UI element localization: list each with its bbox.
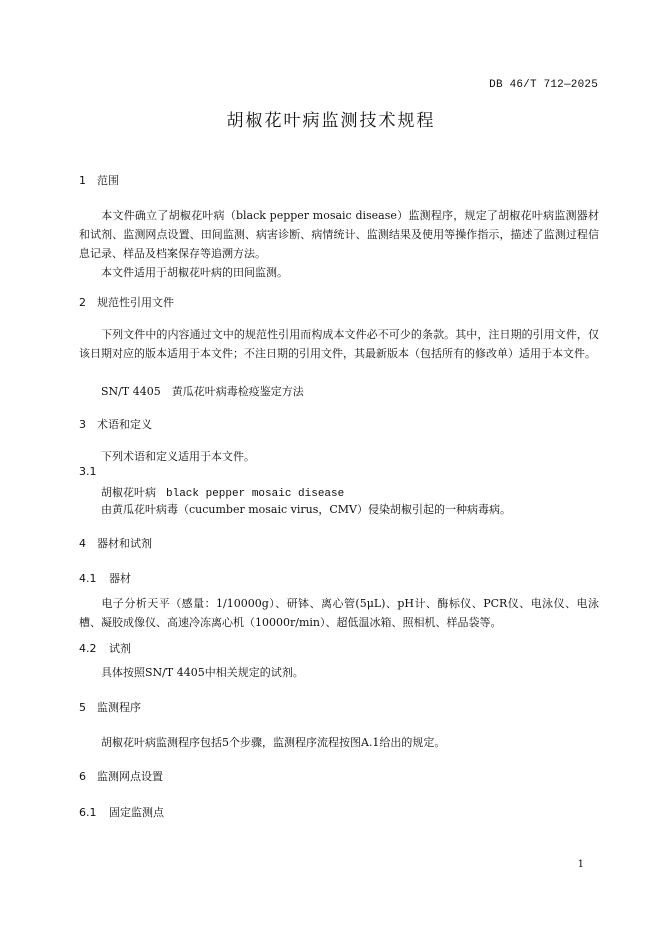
term-english: black pepper mosaic disease bbox=[166, 488, 345, 500]
section-number: 5 bbox=[79, 701, 86, 714]
scope-paragraph-1 bbox=[79, 206, 599, 263]
section-number: 4.1 bbox=[79, 572, 97, 585]
paragraph-text: 由黄瓜花叶病毒（cucumber mosaic virus，CMV）侵染胡椒引起的一种病毒病。 bbox=[101, 503, 512, 516]
section-title: 范围 bbox=[97, 174, 119, 187]
scope-paragraph-2 bbox=[79, 263, 599, 282]
section-title: 规范性引用文件 bbox=[97, 296, 174, 309]
section-number: 4.2 bbox=[79, 642, 97, 655]
section-4-heading bbox=[79, 535, 152, 551]
terms-paragraph bbox=[79, 447, 599, 466]
section-4-2-heading bbox=[79, 640, 131, 656]
section-4-1-heading bbox=[79, 570, 131, 586]
refs-paragraph-2 bbox=[79, 382, 599, 401]
paragraph-text: 下列术语和定义适用于本文件。 bbox=[101, 450, 255, 463]
term-number: 3.1 bbox=[79, 465, 97, 478]
term-definition bbox=[79, 500, 599, 519]
section-number: 4 bbox=[79, 537, 86, 550]
term-entry bbox=[101, 484, 344, 500]
section-number: 6.1 bbox=[79, 806, 97, 819]
section-title: 监测程序 bbox=[97, 701, 141, 714]
section-number: 6 bbox=[79, 770, 86, 783]
paragraph-text: 具体按照SN/T 4405中相关规定的试剂。 bbox=[101, 666, 304, 679]
section-title: 试剂 bbox=[109, 642, 131, 655]
section-title: 术语和定义 bbox=[97, 418, 152, 431]
paragraph-text: 本文件确立了胡椒花叶病（black pepper mosaic disease）监测程序，规定了胡椒花叶病监测器材和试剂、监测网点设置、田间监测、病害诊断、病情统计、监测结果及使用等操作指示，描述了监测过程信息记录、样品及档案保存等追溯方法。 bbox=[79, 209, 599, 260]
section-1-heading bbox=[79, 172, 119, 188]
section-2-heading bbox=[79, 294, 174, 310]
section-number: 3 bbox=[79, 418, 86, 431]
reference-entry: SN/T 4405 黄瓜花叶病毒检疫鉴定方法 bbox=[101, 385, 304, 398]
paragraph-text: 胡椒花叶病监测程序包括5个步骤，监测程序流程按图A.1给出的规定。 bbox=[101, 736, 446, 749]
document-title: 胡椒花叶病监测技术规程 bbox=[226, 111, 436, 131]
paragraph-text: 本文件适用于胡椒花叶病的田间监测。 bbox=[101, 266, 288, 279]
section-5-heading bbox=[79, 699, 141, 715]
procedure-paragraph bbox=[79, 733, 599, 752]
section-title: 器材和试剂 bbox=[97, 537, 152, 550]
section-number: 1 bbox=[79, 174, 86, 187]
section-title: 监测网点设置 bbox=[97, 770, 163, 783]
section-title: 固定监测点 bbox=[109, 806, 164, 819]
standard-code: DB 46/T 712—2025 bbox=[489, 79, 598, 91]
reagent-paragraph bbox=[79, 663, 599, 682]
equipment-paragraph bbox=[79, 594, 599, 632]
paragraph-text: 下列文件中的内容通过文中的规范性引用而构成本文件必不可少的条款。其中，注日期的引用文件，仅该日期对应的版本适用于本文件；不注日期的引用文件，其最新版本（包括所有的修改单）适用于本文件。 bbox=[79, 328, 599, 360]
section-6-heading bbox=[79, 768, 163, 784]
page-number: 1 bbox=[577, 859, 584, 870]
section-title: 器材 bbox=[109, 572, 131, 585]
paragraph-text: 电子分析天平（感量：1/10000g）、研钵、离心管(5μL)、pH计、酶标仪、PCR仪、电泳仪、电泳槽、凝胶成像仪、高速冷冻离心机（10000r/min）、超低温冰箱、照相机、样品袋等。 bbox=[79, 597, 599, 629]
section-3-heading bbox=[79, 416, 152, 432]
term-chinese: 胡椒花叶病 bbox=[101, 486, 156, 499]
refs-paragraph-1 bbox=[79, 325, 599, 363]
section-6-1-heading bbox=[79, 804, 164, 820]
section-number: 2 bbox=[79, 296, 86, 309]
